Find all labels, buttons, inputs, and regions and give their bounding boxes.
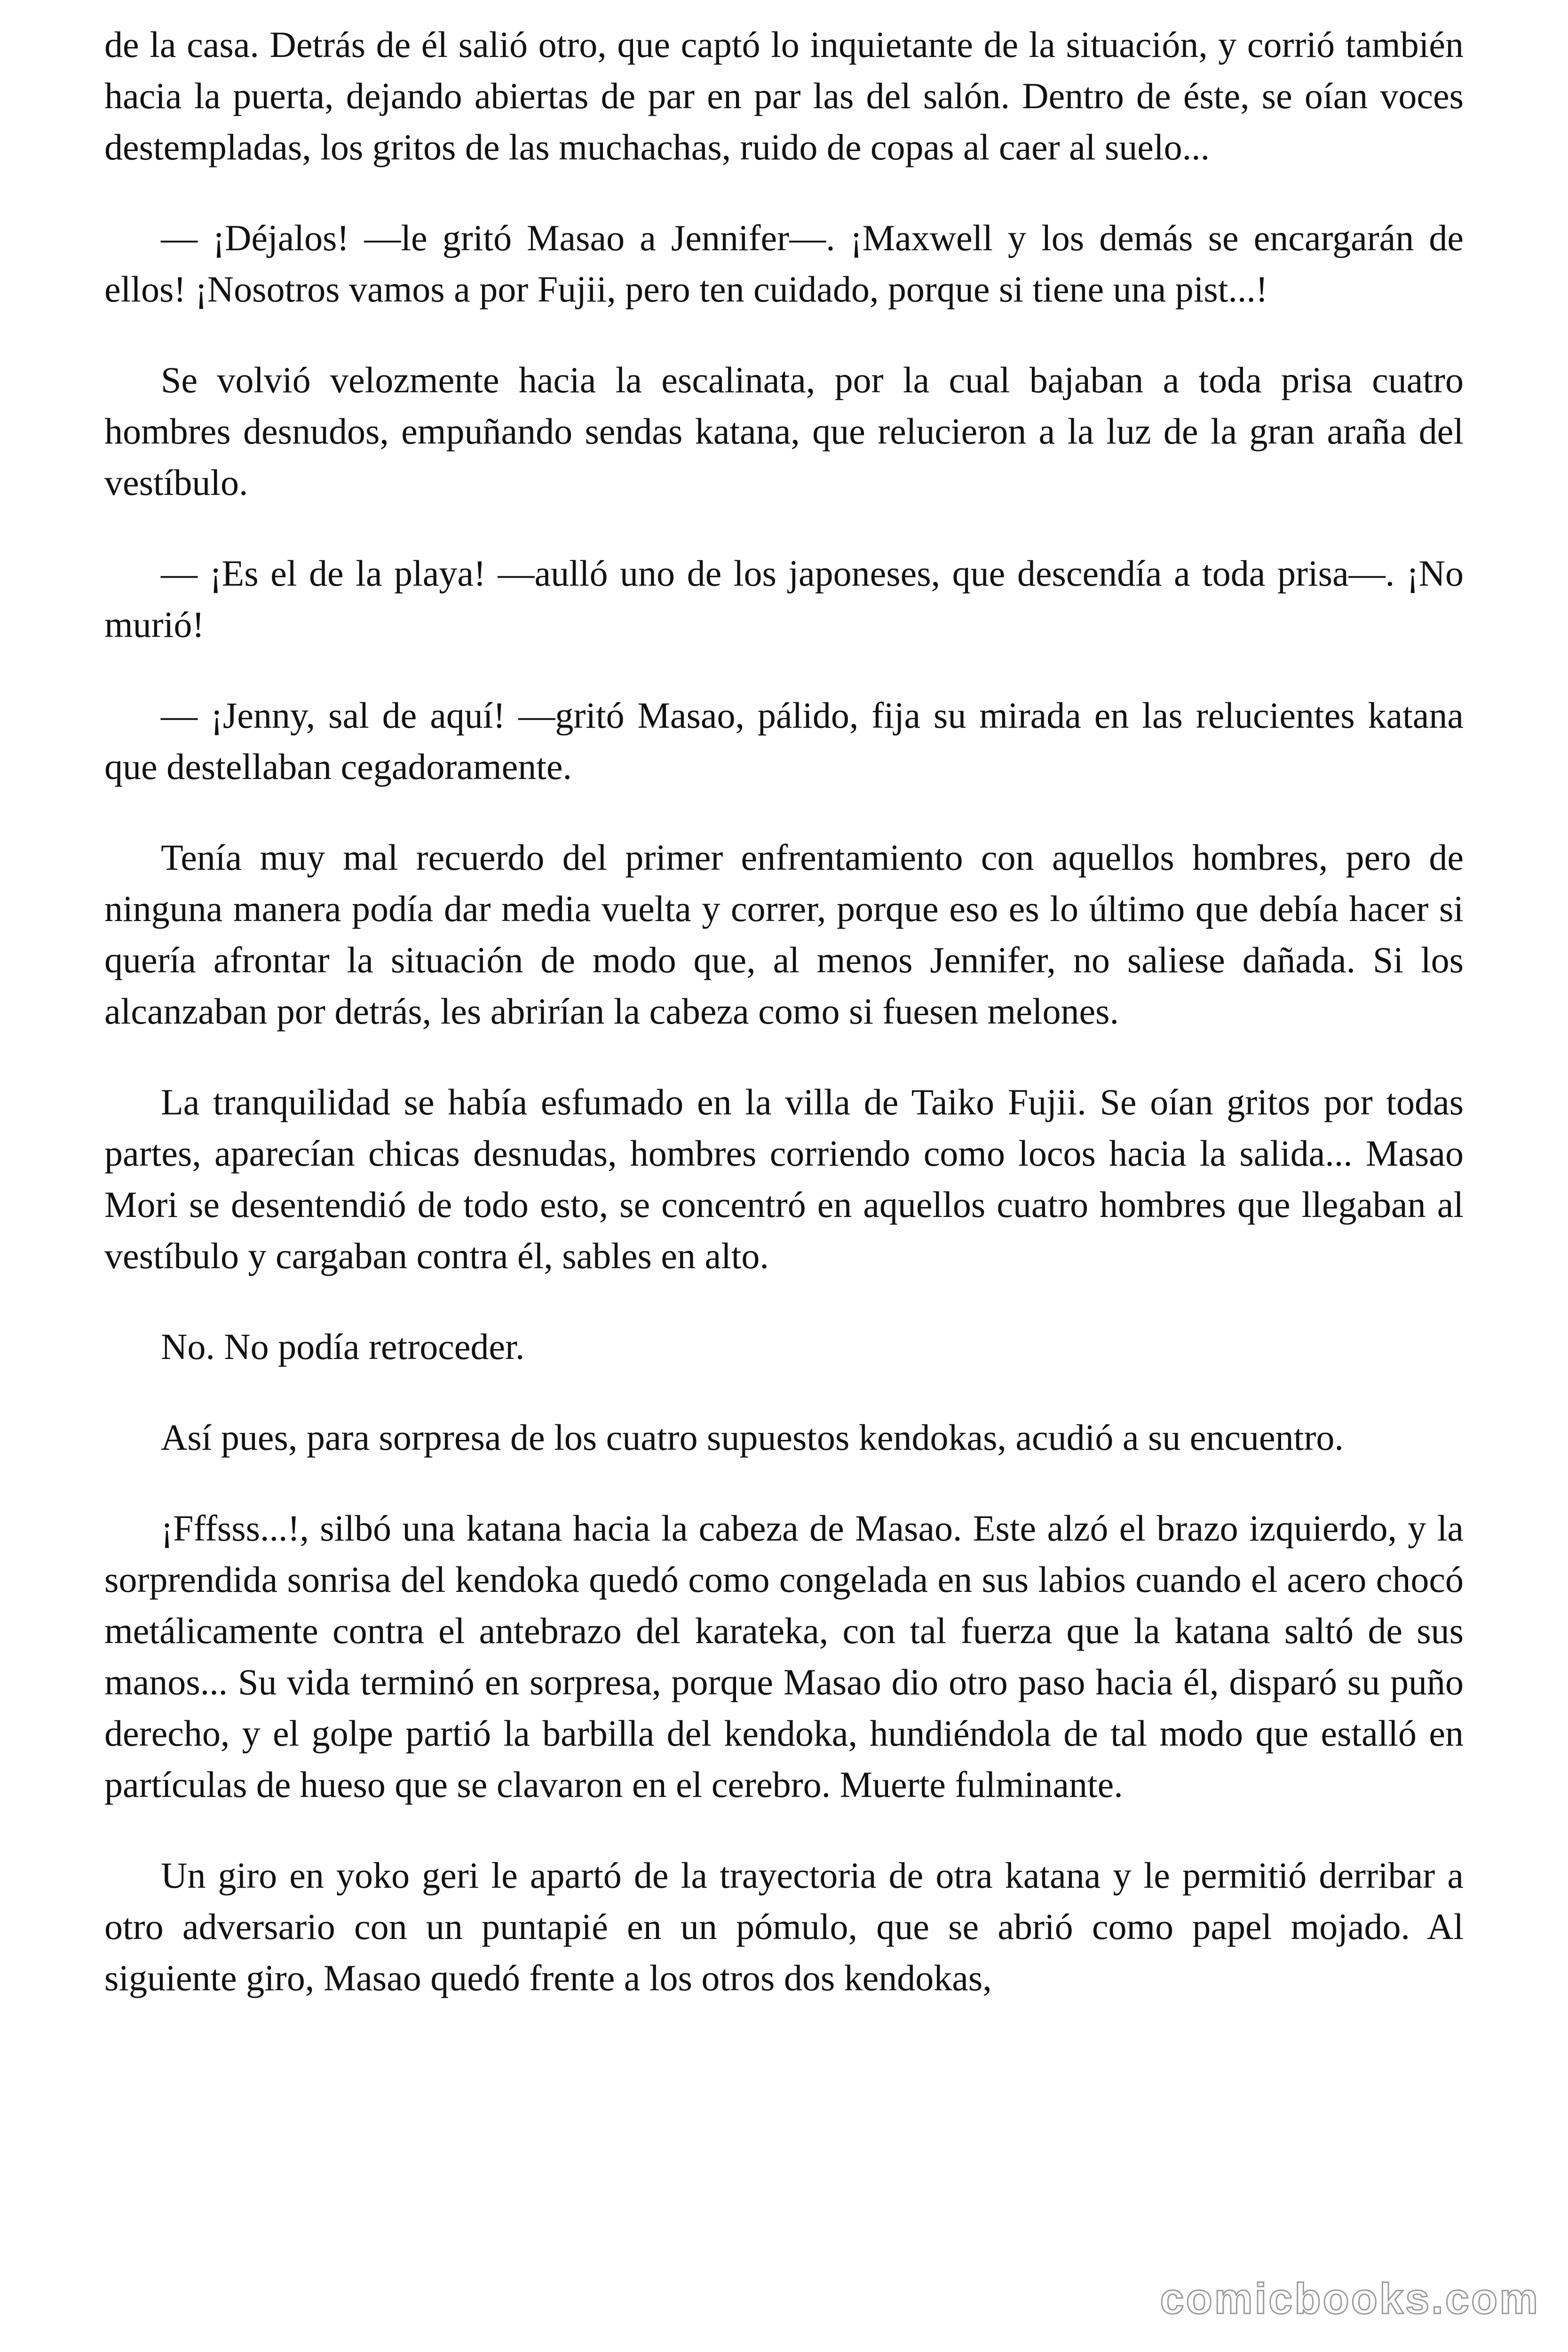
paragraph: — ¡Déjalos! —le gritó Masao a Jennifer—. ¡Maxwell y los demás se encargarán de ellos! ¡Nosotros vamos a por Fujii, pero ten cuidado, porque si tiene una pist...!	[104, 217, 1464, 310]
paragraph: Así pues, para sorpresa de los cuatro supuestos kendokas, acudió a su encuentro.	[161, 1417, 1344, 1458]
paragraph: — ¡Jenny, sal de aquí! —gritó Masao, pálido, fija su mirada en las relucientes katana que destellaban cegadoramente.	[104, 695, 1464, 787]
watermark: comicbooks.com	[1160, 2275, 1540, 2323]
paragraph: Un giro en yoko geri le apartó de la trayectoria de otra katana y le permitió derribar a otro adversario con un puntapié en un pómulo, que se abrió como papel mojado. Al siguiente giro, Masao quedó frente a los otros dos kendokas,	[104, 1855, 1464, 1998]
paragraph: No. No podía retroceder.	[161, 1326, 525, 1367]
paragraph: — ¡Es el de la playa! —aulló uno de los japoneses, que descendía a toda prisa—. ¡No murió!	[104, 553, 1464, 645]
paragraph: Se volvió velozmente hacia la escalinata, por la cual bajaban a toda prisa cuatro hombres desnudos, empuñando sendas katana, que relucieron a la luz de la gran araña del vestíbulo.	[104, 359, 1464, 503]
paragraph: Tenía muy mal recuerdo del primer enfrentamiento con aquellos hombres, pero de ninguna manera podía dar media vuelta y correr, porque eso es lo último que debía hacer si quería afrontar la situación de modo que, al menos Jennifer, no saliese dañada. Si los alcanzaban por detrás, les abrirían la cabeza como si fuesen melones.	[104, 837, 1464, 1032]
paragraph: ¡Fffsss...!, silbó una katana hacia la cabeza de Masao. Este alzó el brazo izquierdo, y la sorprendida sonrisa del kendoka quedó como congelada en sus labios cuando el acero chocó metálicamente contra el antebrazo del karateka, con tal fuerza que la katana saltó de sus manos... Su vida terminó en sorpresa, porque Masao dio otro paso hacia él, disparó su puño derecho, y el golpe partió la barbilla del kendoka, hundiéndola de tal modo que estalló en partículas de hueso que se clavaron en el cerebro. Muerte fulminante.	[104, 1508, 1464, 1805]
paragraph: La tranquilidad se había esfumado en la villa de Taiko Fujii. Se oían gritos por todas partes, aparecían chicas desnudas, hombres corriendo como locos hacia la salida... Masao Mori se desentendió de todo esto, se concentró en aquellos cuatro hombres que llegaban al vestíbulo y cargaban contra él, sables en alto.	[104, 1081, 1464, 1276]
paragraph: de la casa. Detrás de él salió otro, que captó lo inquietante de la situación, y corrió también hacia la puerta, dejando abiertas de par en par las del salón. Dentro de éste, se oían voces destempladas, los gritos de las muchachas, ruido de copas al caer al suelo...	[104, 24, 1464, 167]
body-text	[104, 19, 1464, 2043]
